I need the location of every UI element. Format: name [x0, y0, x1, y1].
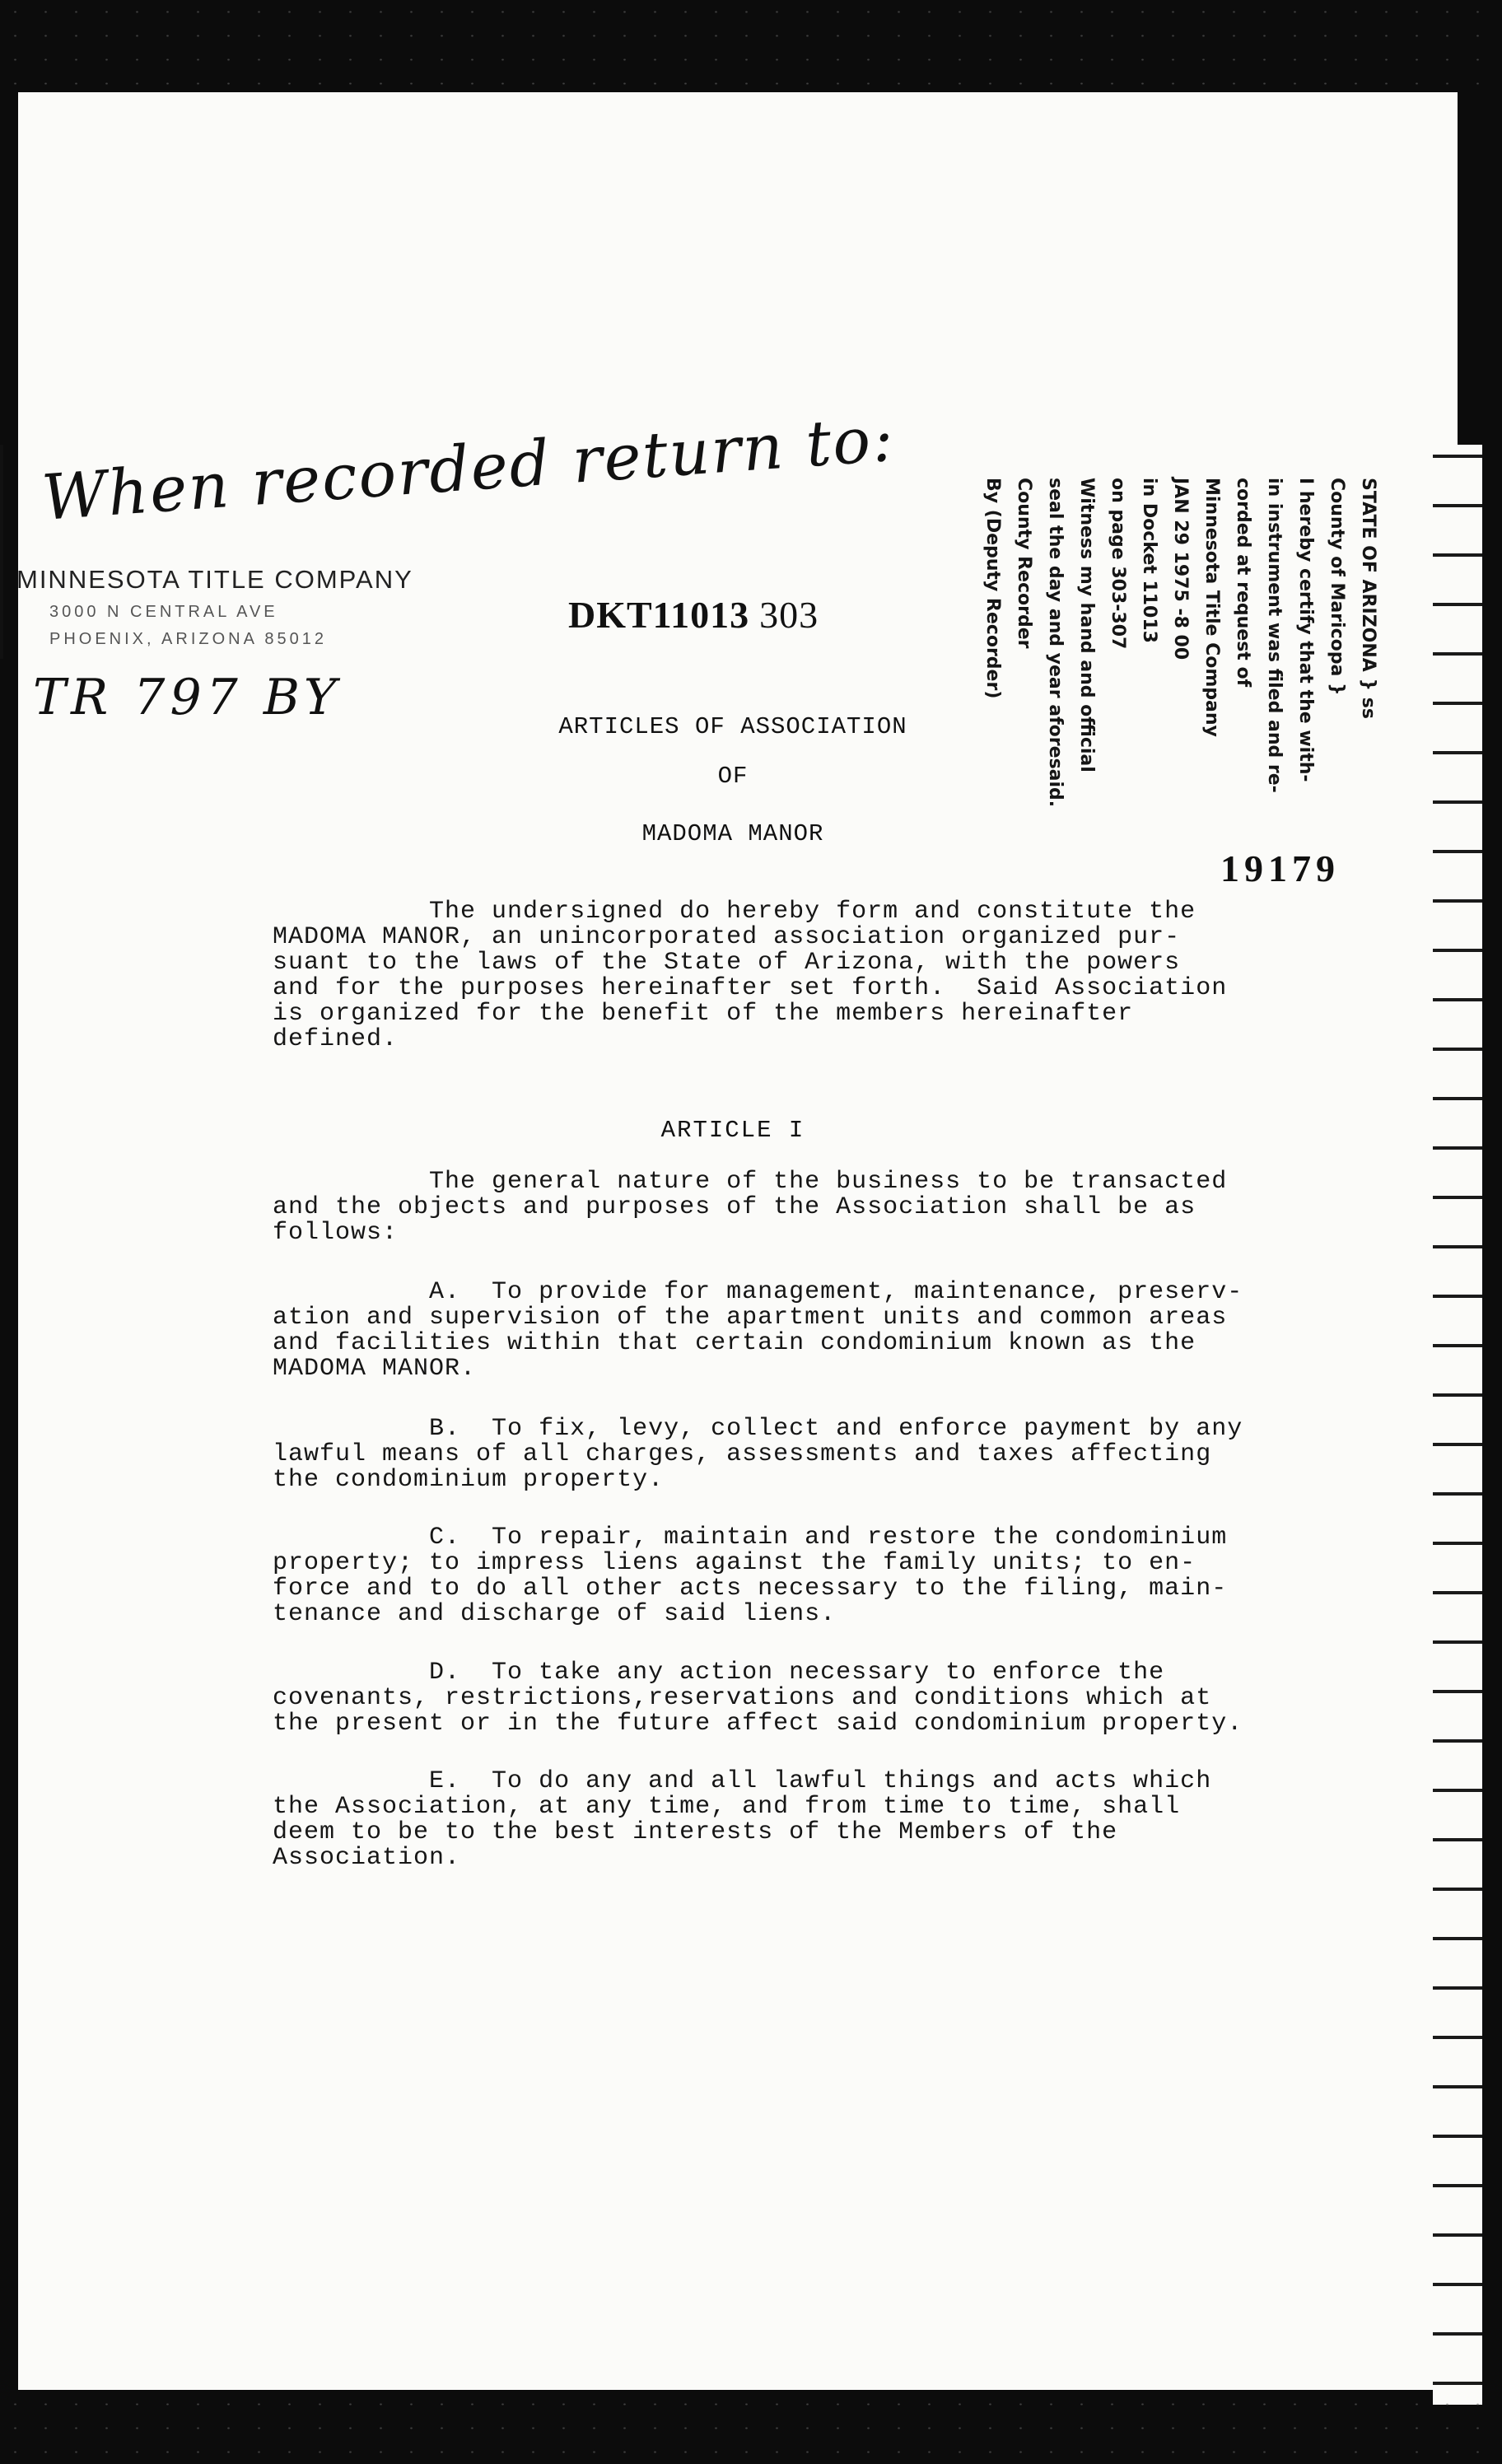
document-title-of: OF [717, 763, 749, 790]
recorder-stamp-line: seal the day and year aforesaid. [1045, 478, 1066, 808]
clause-line: deem to be to the best interests of the Members of the [194, 1818, 1118, 1846]
scan-border-bottom [0, 2392, 1502, 2464]
company-address-line2: PHOENIX, ARIZONA 85012 [49, 630, 327, 648]
clause-line: property; to impress liens against the family units; to en- [194, 1549, 1196, 1577]
clause-line: covenants, restrictions,reservations and conditions which at [194, 1684, 1212, 1712]
recorder-stamp-text [873, 478, 1383, 807]
recorder-stamp-line: corded at request of [1233, 478, 1253, 688]
intro-line: The undersigned do hereby form and constitute the [194, 898, 1196, 926]
docket-page: 303 [759, 594, 819, 636]
clause-b [194, 1416, 1243, 1493]
clause-e [194, 1769, 1211, 1871]
intro-line: defined. [194, 1025, 399, 1053]
recorder-stamp-line: in Docket 11013 [1139, 478, 1159, 643]
clause-line: the Association, at any time, and from time to time, shall [194, 1793, 1181, 1821]
recorder-stamp-line: STATE OF ARIZONA } ss [1358, 478, 1378, 719]
margin-rule [0, 445, 16, 659]
clause-line: the present or in the future affect said condominium property. [194, 1710, 1243, 1738]
recorder-stamp-line: Minnesota Title Company [1201, 478, 1222, 737]
clause-line: lawful means of all charges, assessments and taxes affecting [194, 1440, 1212, 1468]
document-title: ARTICLES OF ASSOCIATION [558, 713, 907, 740]
recorder-stamp-line: I hereby certify that the with- [1295, 478, 1316, 782]
handwritten-return-note: When recorded return to: [40, 401, 898, 534]
intro-paragraph [194, 899, 1227, 1052]
scan-border-right [1433, 445, 1482, 2405]
clause-line: E. To do any and all lawful things and acts which [194, 1767, 1212, 1795]
company-address-line1: 3000 N CENTRAL AVE [49, 603, 278, 621]
clause-line: force and to do all other acts necessary to the filing, main- [194, 1575, 1228, 1603]
recorder-stamp-line: in instrument was filed and re- [1264, 478, 1285, 793]
clause-c [194, 1525, 1227, 1627]
document-number: 19179 [1220, 847, 1340, 889]
clause-line: Association. [194, 1844, 461, 1872]
clause-line: C. To repair, maintain and restore the condominium [194, 1524, 1228, 1552]
clause-line: ation and supervision of the apartment units and common areas [194, 1304, 1228, 1332]
intro-line: suant to the laws of the State of Arizona, with the powers [194, 949, 1181, 977]
intro-line: MADOMA MANOR, an unincorporated association organized pur- [194, 923, 1181, 951]
docket-stamp [568, 593, 819, 637]
clause-line: MADOMA MANOR. [194, 1355, 477, 1383]
recorder-stamp-line: County of Maricopa } [1327, 478, 1347, 696]
handwritten-reference: TR 797 BY [33, 669, 342, 726]
clause-d [194, 1660, 1243, 1737]
article-intro-line: The general nature of the business to be transacted [194, 1168, 1228, 1196]
docket-label: DKT11013 [568, 594, 750, 636]
company-name: MINNESOTA TITLE COMPANY [16, 565, 413, 594]
article-intro-line: follows: [194, 1219, 399, 1247]
clause-line: D. To take any action necessary to enforce the [194, 1659, 1165, 1687]
clause-line: and facilities within that certain condominium known as the [194, 1329, 1196, 1357]
clause-a [194, 1280, 1243, 1382]
intro-line: and for the purposes hereinafter set forth. Said Association [194, 974, 1228, 1002]
company-stamp [16, 565, 445, 649]
article-intro-line: and the objects and purposes of the Association shall be as [194, 1193, 1196, 1221]
recorder-stamp-line: By (Deputy Recorder) [982, 478, 1003, 699]
article-heading: ARTICLE I [660, 1117, 805, 1144]
article-intro [194, 1169, 1227, 1246]
document-title-name: MADOMA MANOR [641, 820, 824, 847]
recorder-stamp-line: Witness my hand and official [1076, 478, 1097, 772]
recorder-stamp-line: on page 303-307 [1108, 478, 1128, 650]
recorder-stamp-line: JAN 29 1975 -8 00 [1170, 478, 1191, 660]
intro-line: is organized for the benefit of the members hereinafter [194, 1000, 1134, 1028]
clause-line: A. To provide for management, maintenance, preserv- [194, 1278, 1243, 1306]
clause-line: B. To fix, levy, collect and enforce payment by any [194, 1415, 1243, 1443]
clause-line: the condominium property. [194, 1466, 665, 1494]
recorder-stamp-line: County Recorder [1014, 478, 1034, 649]
recorder-stamp [873, 478, 1383, 807]
clause-line: tenance and discharge of said liens. [194, 1600, 837, 1628]
scan-border-top [0, 0, 1502, 89]
